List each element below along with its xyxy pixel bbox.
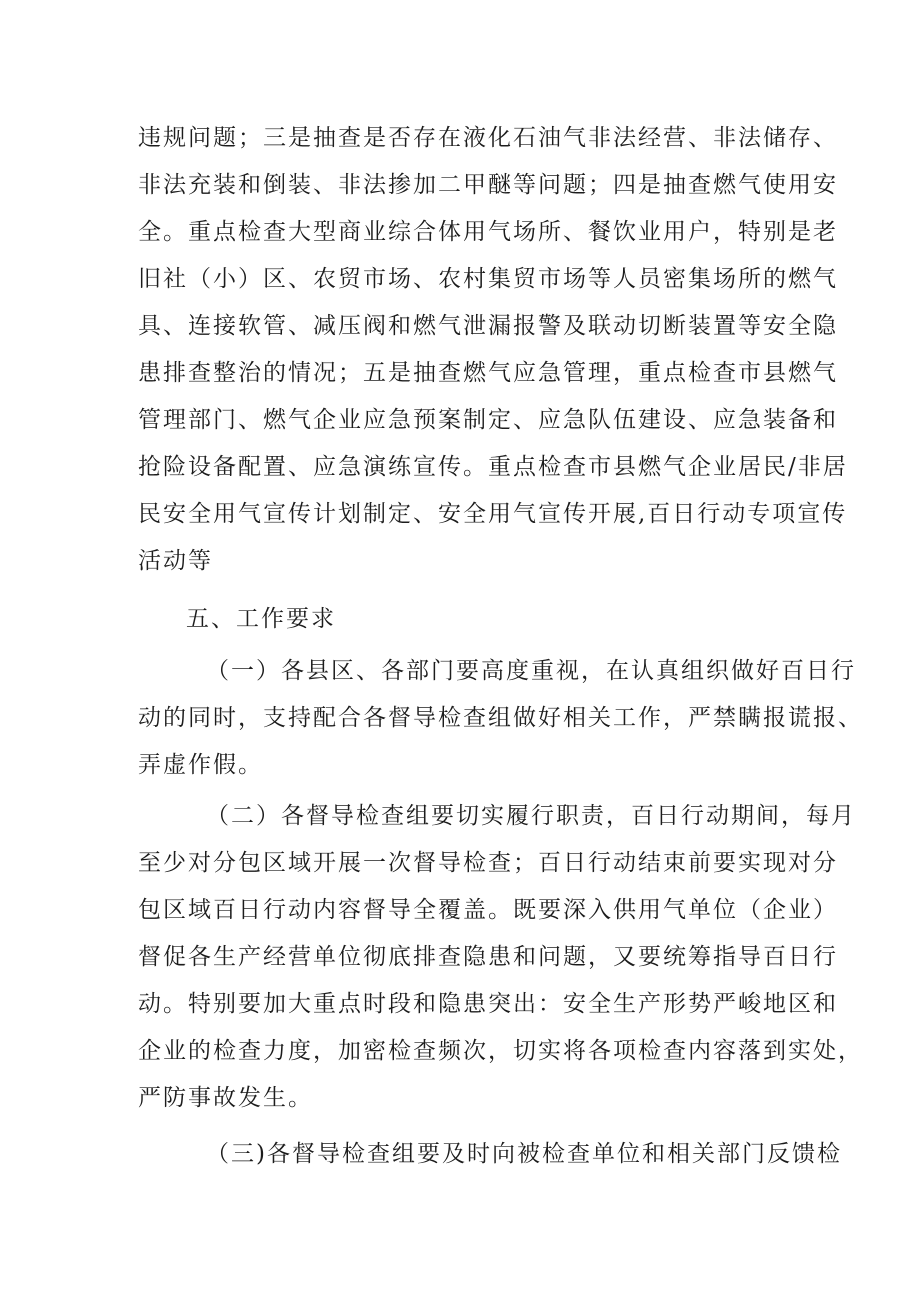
paragraph-line: 企业的检查力度，加密检查频次，切实将各项检查内容落到实处， <box>138 1038 863 1064</box>
paragraph-line: （一）各县区、各部门要高度重视，在认真组织做好百日行 <box>206 658 856 684</box>
paragraph-line: 民安全用气宣传计划制定、安全用气宣传开展,百日行动专项宣传 <box>138 501 848 527</box>
section-heading: 五、工作要求 <box>186 606 336 632</box>
paragraph-line: 严防事故发生。 <box>138 1085 313 1111</box>
paragraph-line: 全。重点检查大型商业综合体用气场所、餐饮业用户，特别是老 <box>138 219 838 245</box>
paragraph-line: 动。特别要加大重点时段和隐患突出：安全生产形势严峻地区和 <box>138 991 838 1017</box>
paragraph-line: 违规问题；三是抽查是否存在液化石油气非法经营、非法储存、 <box>138 125 838 151</box>
paragraph-line: 旧社（小）区、农贸市场、农村集贸市场等人员密集场所的燃气 <box>138 266 838 292</box>
paragraph-line: 患排查整治的情况；五是抽查燃气应急管理，重点检查市县燃气 <box>138 360 838 386</box>
paragraph-line: 具、连接软管、减压阀和燃气泄漏报警及联动切断装置等安全隐 <box>138 313 838 339</box>
paragraph-line: 抢险设备配置、应急演练宣传。重点检查市县燃气企业居民/非居 <box>138 454 848 480</box>
paragraph-line: 非法充装和倒装、非法掺加二甲醚等问题；四是抽查燃气使用安 <box>138 172 838 198</box>
paragraph-line: 督促各生产经营单位彻底排查隐患和问题，又要统筹指导百日行 <box>138 944 838 970</box>
paragraph-line: 弄虚作假。 <box>138 752 263 778</box>
paragraph-line: 管理部门、燃气企业应急预案制定、应急队伍建设、应急装备和 <box>138 407 838 433</box>
paragraph-line: 活动等 <box>138 548 213 574</box>
paragraph-line: （二）各督导检查组要切实履行职责，百日行动期间，每月 <box>206 803 856 829</box>
paragraph-line: 至少对分包区域开展一次督导检查；百日行动结束前要实现对分 <box>138 850 838 876</box>
paragraph-line: 包区域百日行动内容督导全覆盖。既要深入供用气单位（企业） <box>138 897 838 923</box>
paragraph-line: 动的同时，支持配合各督导检查组做好相关工作，严禁瞒报谎报、 <box>138 705 863 731</box>
paragraph-line: （三)各督导检查组要及时向被检查单位和相关部门反馈检 <box>206 1141 842 1167</box>
